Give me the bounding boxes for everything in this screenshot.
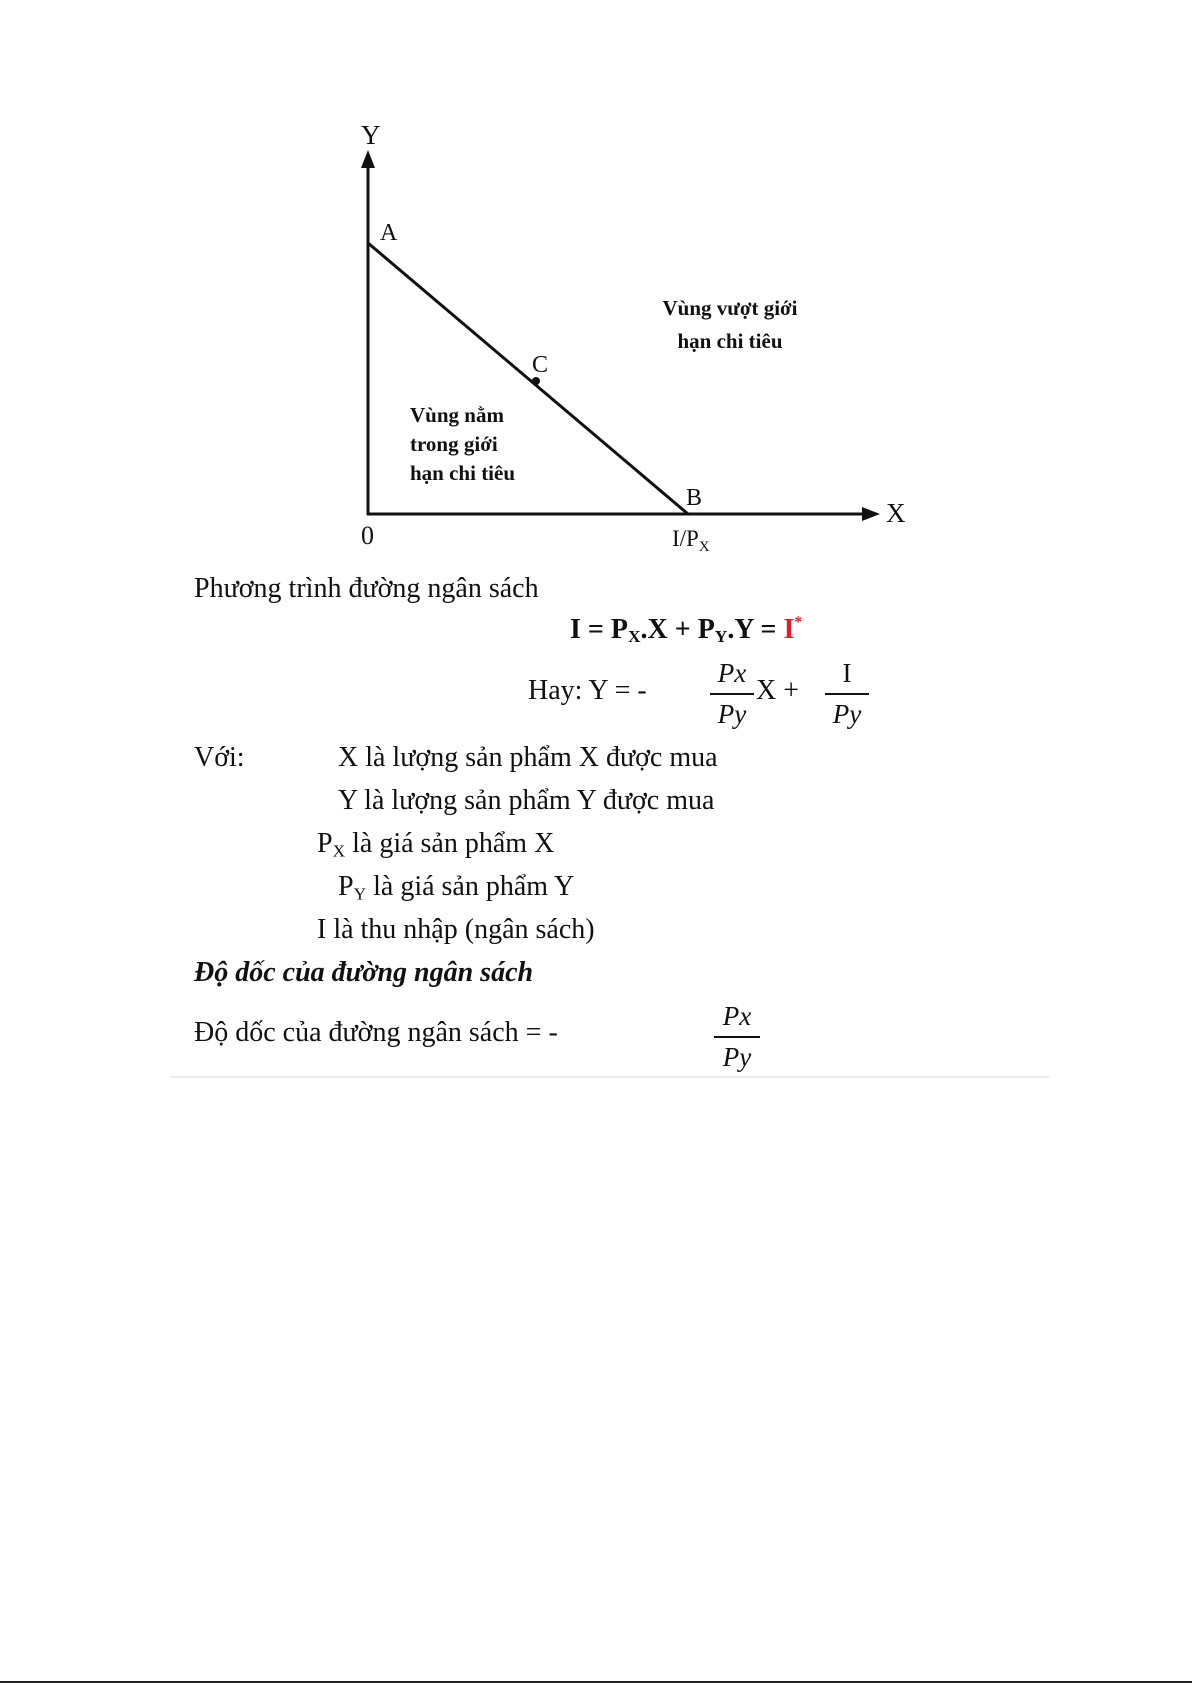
- region-inside-line-3: hạn chi tiêu: [410, 461, 516, 485]
- region-outside-line-2: hạn chi tiêu: [677, 329, 783, 353]
- region-inside-line-2: trong giới: [410, 432, 498, 456]
- slope-heading: Độ dốc của đường ngân sách: [194, 957, 534, 988]
- definition-px: $P_X$ là giá sản phẩm X: [317, 828, 555, 861]
- fraction-denominator: Py: [717, 699, 747, 729]
- fraction-numerator: I: [842, 658, 852, 688]
- region-outside-line-1: Vùng vượt giới: [662, 296, 798, 320]
- budget-line-diagram: [0, 0, 1192, 560]
- equation-heading: Phương trình đường ngân sách: [194, 573, 539, 604]
- alt-equation-middle: X +: [756, 675, 800, 706]
- point-c-label: C: [532, 352, 549, 378]
- fraction-numerator: Px: [717, 658, 747, 688]
- point-c-marker: [532, 377, 540, 385]
- fraction-px-py-1: [710, 660, 754, 728]
- y-axis-arrow: [361, 150, 375, 168]
- fraction-denominator: Py: [832, 699, 862, 729]
- definition-py: $P_Y$ là giá sản phẩm Y: [338, 871, 575, 904]
- definition-y: Y là lượng sản phẩm Y được mua: [338, 785, 715, 816]
- x-axis-label: X: [886, 498, 906, 528]
- point-a-label: A: [380, 220, 398, 246]
- fraction-numerator: Px: [722, 1001, 752, 1031]
- definition-x: X là lượng sản phẩm X được mua: [338, 742, 718, 773]
- with-label: Với:: [194, 742, 245, 773]
- alt-equation-prefix: Hay: Y = -: [528, 675, 647, 706]
- region-inside-line-1: Vùng nằm: [410, 403, 504, 427]
- faint-divider: [170, 1076, 1050, 1078]
- fraction-px-py-slope: [714, 1003, 760, 1071]
- x-axis-arrow: [862, 507, 880, 521]
- fraction-i-py: [825, 660, 869, 728]
- y-axis-label: Y: [361, 120, 381, 150]
- definition-i: I là thu nhập (ngân sách): [317, 914, 595, 945]
- budget-equation: $I = P_X.X + P_Y.Y = I^*$: [570, 613, 803, 647]
- origin-label: 0: [361, 521, 374, 550]
- slope-equation-prefix: Độ dốc của đường ngân sách = -: [194, 1017, 558, 1048]
- point-b-label: B: [686, 485, 703, 511]
- x-intercept-label: $I/P_X$: [672, 526, 710, 555]
- fraction-denominator: Py: [722, 1042, 752, 1072]
- page-bottom-rule: [0, 1681, 1192, 1683]
